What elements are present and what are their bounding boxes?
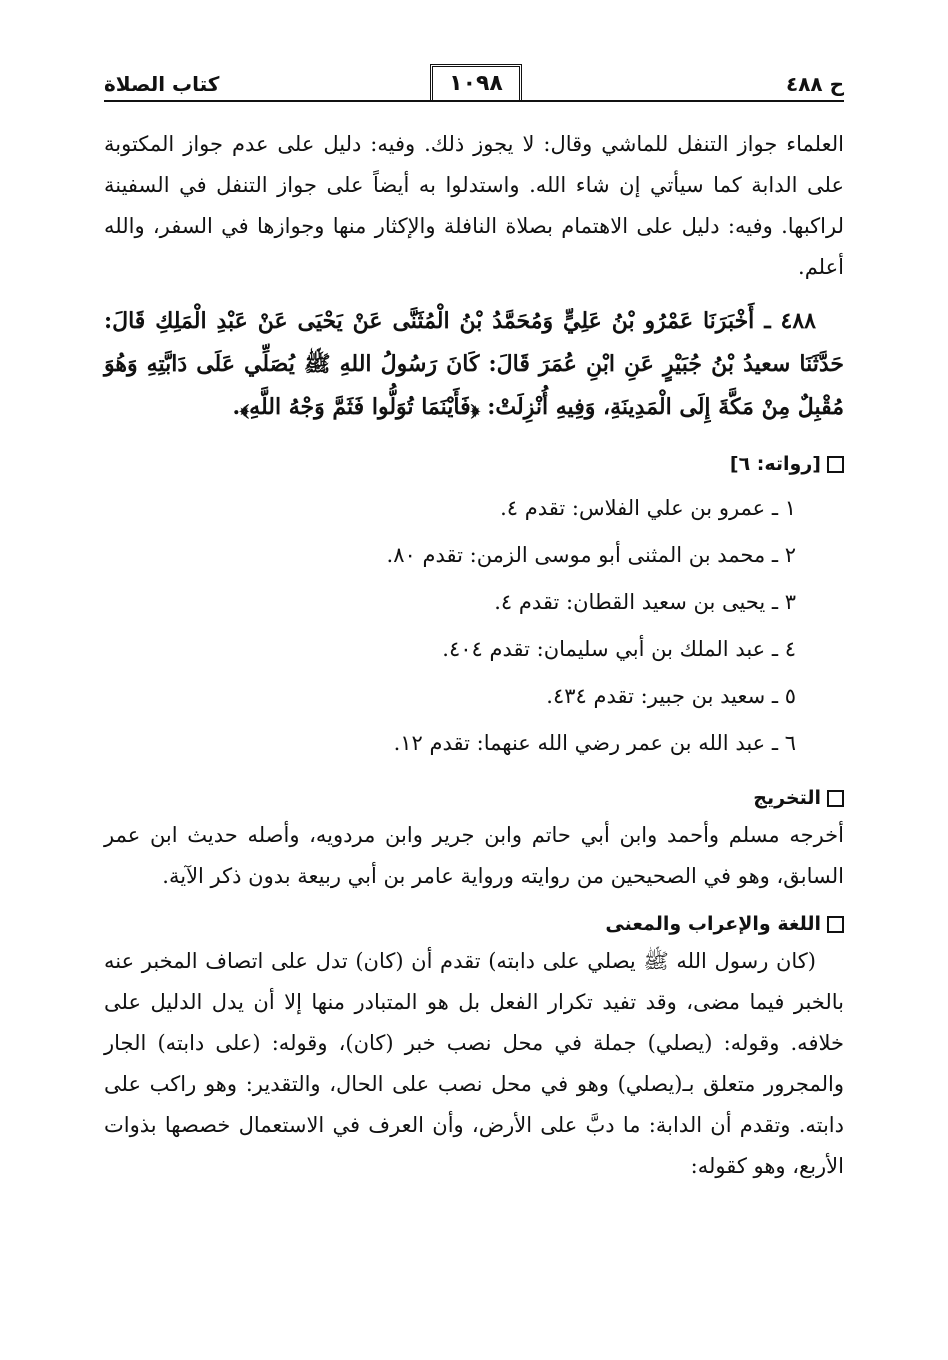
language-title: اللغة والإعراب والمعنى: [605, 913, 821, 935]
page-header: [104, 64, 844, 108]
page-number: ١٠٩٨: [430, 64, 522, 100]
checkbox-square-icon: [827, 916, 844, 933]
takhrij-heading: [104, 781, 844, 815]
checkbox-square-icon: [827, 456, 844, 473]
hadith-text: ٤٨٨ ـ أَخْبَرَنَا عَمْرُو بْنُ عَلِيٍّ وَمُحَمَّدُ بْنُ الْمُثَنَّى عَنْ يَحْيَى عَنْ عَبْدِ الْمَلِكِ قَالَ: حَدَّثَنَا سعيدُ بْنُ جُبَيْرٍ عَنِ ابْنِ عُمَرَ قَالَ: كَانَ رَسُولُ اللهِ ﷺ يُصَلِّي عَلَى دَابَّتِهِ وَهُوَ مُقْبِلٌ مِنْ مَكَّةَ إِلَى الْمَدِينَةِ، وَفِيهِ أُنْزِلَتْ: ﴿فَأَيْنَمَا تُوَلُّوا فَثَمَّ وَجْهُ اللَّهِ﴾.: [104, 308, 844, 420]
page-reference: ح ٤٨٨: [785, 72, 844, 96]
list-item: ٦ ـ عبد الله بن عمر رضي الله عنهما: تقدم ١٢.: [393, 731, 796, 755]
takhrij-text: أخرجه مسلم وأحمد وابن أبي حاتم وابن جرير وابن مردويه، وأصله حديث ابن عمر السابق، وهو في الصحيحين من روايته ورواية عامر بن أبي ربيعة بدون ذكر الآية.: [104, 823, 844, 888]
language-text: (كان رسول الله ﷺ يصلي على دابته) تقدم أن (كان) تدل على اتصاف المخبر عنه بالخبر فيما مضى، وقد تفيد تكرار الفعل بل هو المتبادر منها إلا أن يدل الدليل على خلافه. وقوله: (يصلي) جملة في محل نصب خبر (كان)، وقوله: (على دابته) الجار والمجرور متعلق بـ(يصلي) وهو في محل نصب على الحال، والتقدير: وهو راكب على دابته. وتقدم أن الدابة: ما دبَّ على الأرض، وأن العرف في الاستعمال خصصها بذوات الأربع، وهو كقوله:: [104, 949, 844, 1178]
page-body: [104, 124, 844, 1187]
checkbox-square-icon: [827, 790, 844, 807]
narrators-heading: [104, 447, 844, 481]
list-item: ٥ ـ سعيد بن جبير: تقدم ٤٣٤.: [546, 684, 796, 708]
list-item: ٣ ـ يحيى بن سعيد القطان: تقدم ٤.: [494, 590, 796, 614]
intro-paragraph: العلماء جواز التنفل للماشي وقال: لا يجوز ذلك. وفيه: دليل على عدم جواز المكتوبة على الدابة كما سيأتي إن شاء الله. واستدلوا به أيضاً على جواز التنفل في السفينة لراكبها. وفيه: دليل على الاهتمام بصلاة النافلة والإكثار منها وجوازها في السفر، والله أعلم.: [104, 132, 844, 279]
narrators-list: [104, 485, 796, 767]
narrators-title: [رواته: ٦]: [729, 453, 821, 475]
takhrij-title: التخريج: [753, 787, 821, 809]
header-divider: [104, 100, 844, 102]
list-item: ٤ ـ عبد الملك بن أبي سليمان: تقدم ٤٠٤.: [442, 637, 796, 661]
list-item: ١ ـ عمرو بن علي الفلاس: تقدم ٤.: [500, 496, 796, 520]
book-title: كتاب الصلاة: [104, 72, 220, 96]
list-item: ٢ ـ محمد بن المثنى أبو موسى الزمن: تقدم ٨٠.: [386, 543, 796, 567]
language-heading: [104, 907, 844, 941]
